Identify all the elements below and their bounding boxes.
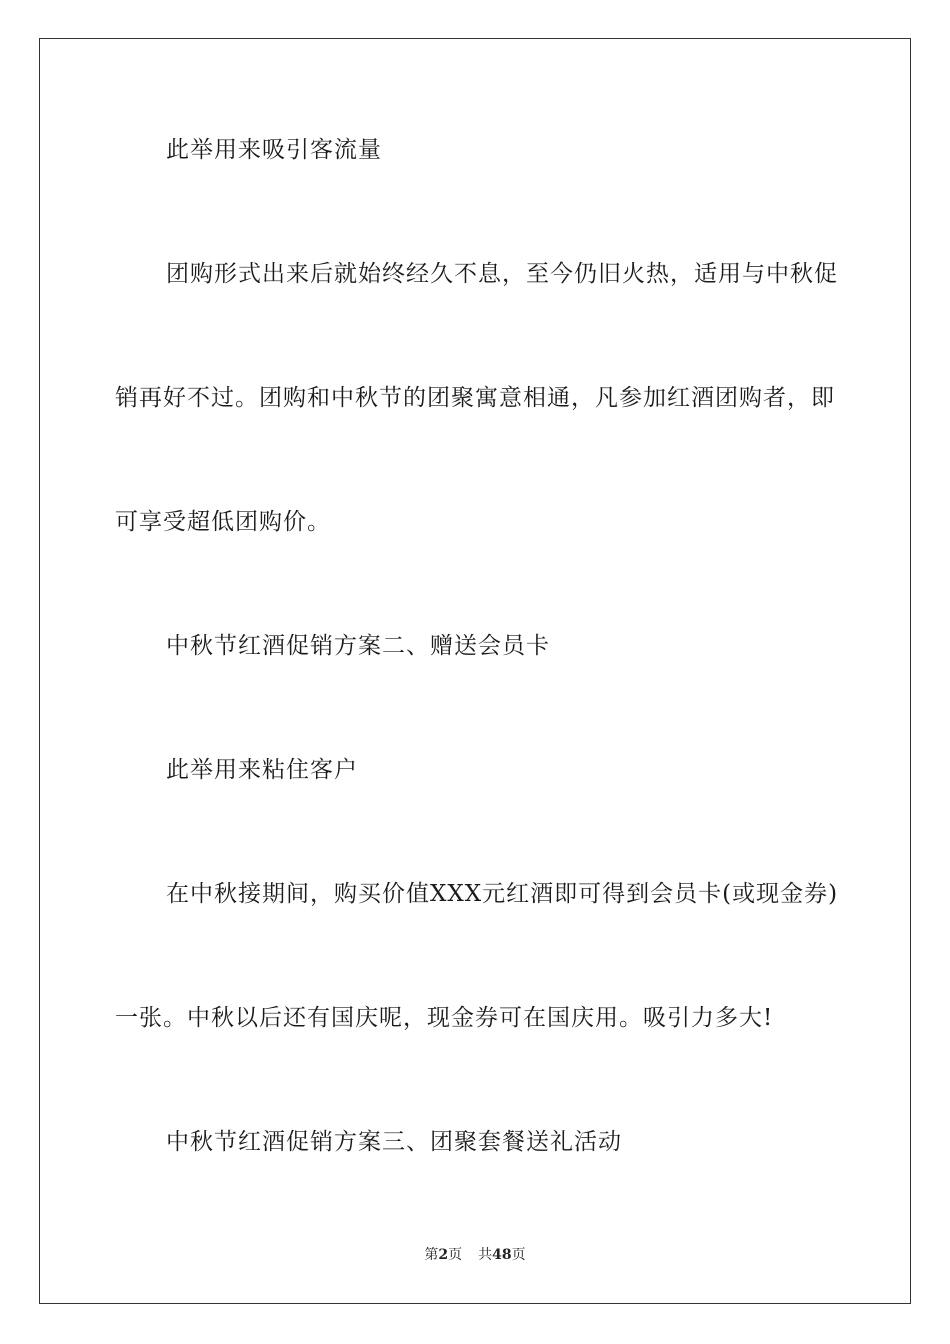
paragraph-line: 团购形式出来后就始终经久不息，至今仍旧火热，适用与中秋促 (166, 261, 838, 287)
paragraph-line: 可享受超低团购价。 (115, 509, 331, 535)
total-suffix: 页 (511, 1247, 526, 1263)
page-number: 2 (438, 1247, 449, 1263)
page-footer (0, 1246, 950, 1264)
paragraph-line: 在中秋接期间，购买价值XXX元红酒即可得到会员卡(或现金券) (166, 881, 839, 907)
total-prefix: 共 (478, 1247, 493, 1263)
page-border (39, 38, 911, 1304)
page-prefix: 第 (424, 1247, 439, 1263)
paragraph-line: 此举用来吸引客流量 (166, 137, 382, 163)
section-heading: 中秋节红酒促销方案二、赠送会员卡 (166, 633, 550, 659)
section-heading: 中秋节红酒促销方案三、团聚套餐送礼活动 (166, 1129, 622, 1155)
paragraph-line: 一张。中秋以后还有国庆呢，现金券可在国庆用。吸引力多大! (115, 1005, 774, 1031)
page-suffix: 页 (448, 1247, 463, 1263)
paragraph-line: 销再好不过。团购和中秋节的团聚寓意相通，凡参加红酒团购者，即 (115, 385, 835, 411)
paragraph-line: 此举用来粘住客户 (166, 757, 358, 783)
total-pages: 48 (492, 1247, 512, 1263)
